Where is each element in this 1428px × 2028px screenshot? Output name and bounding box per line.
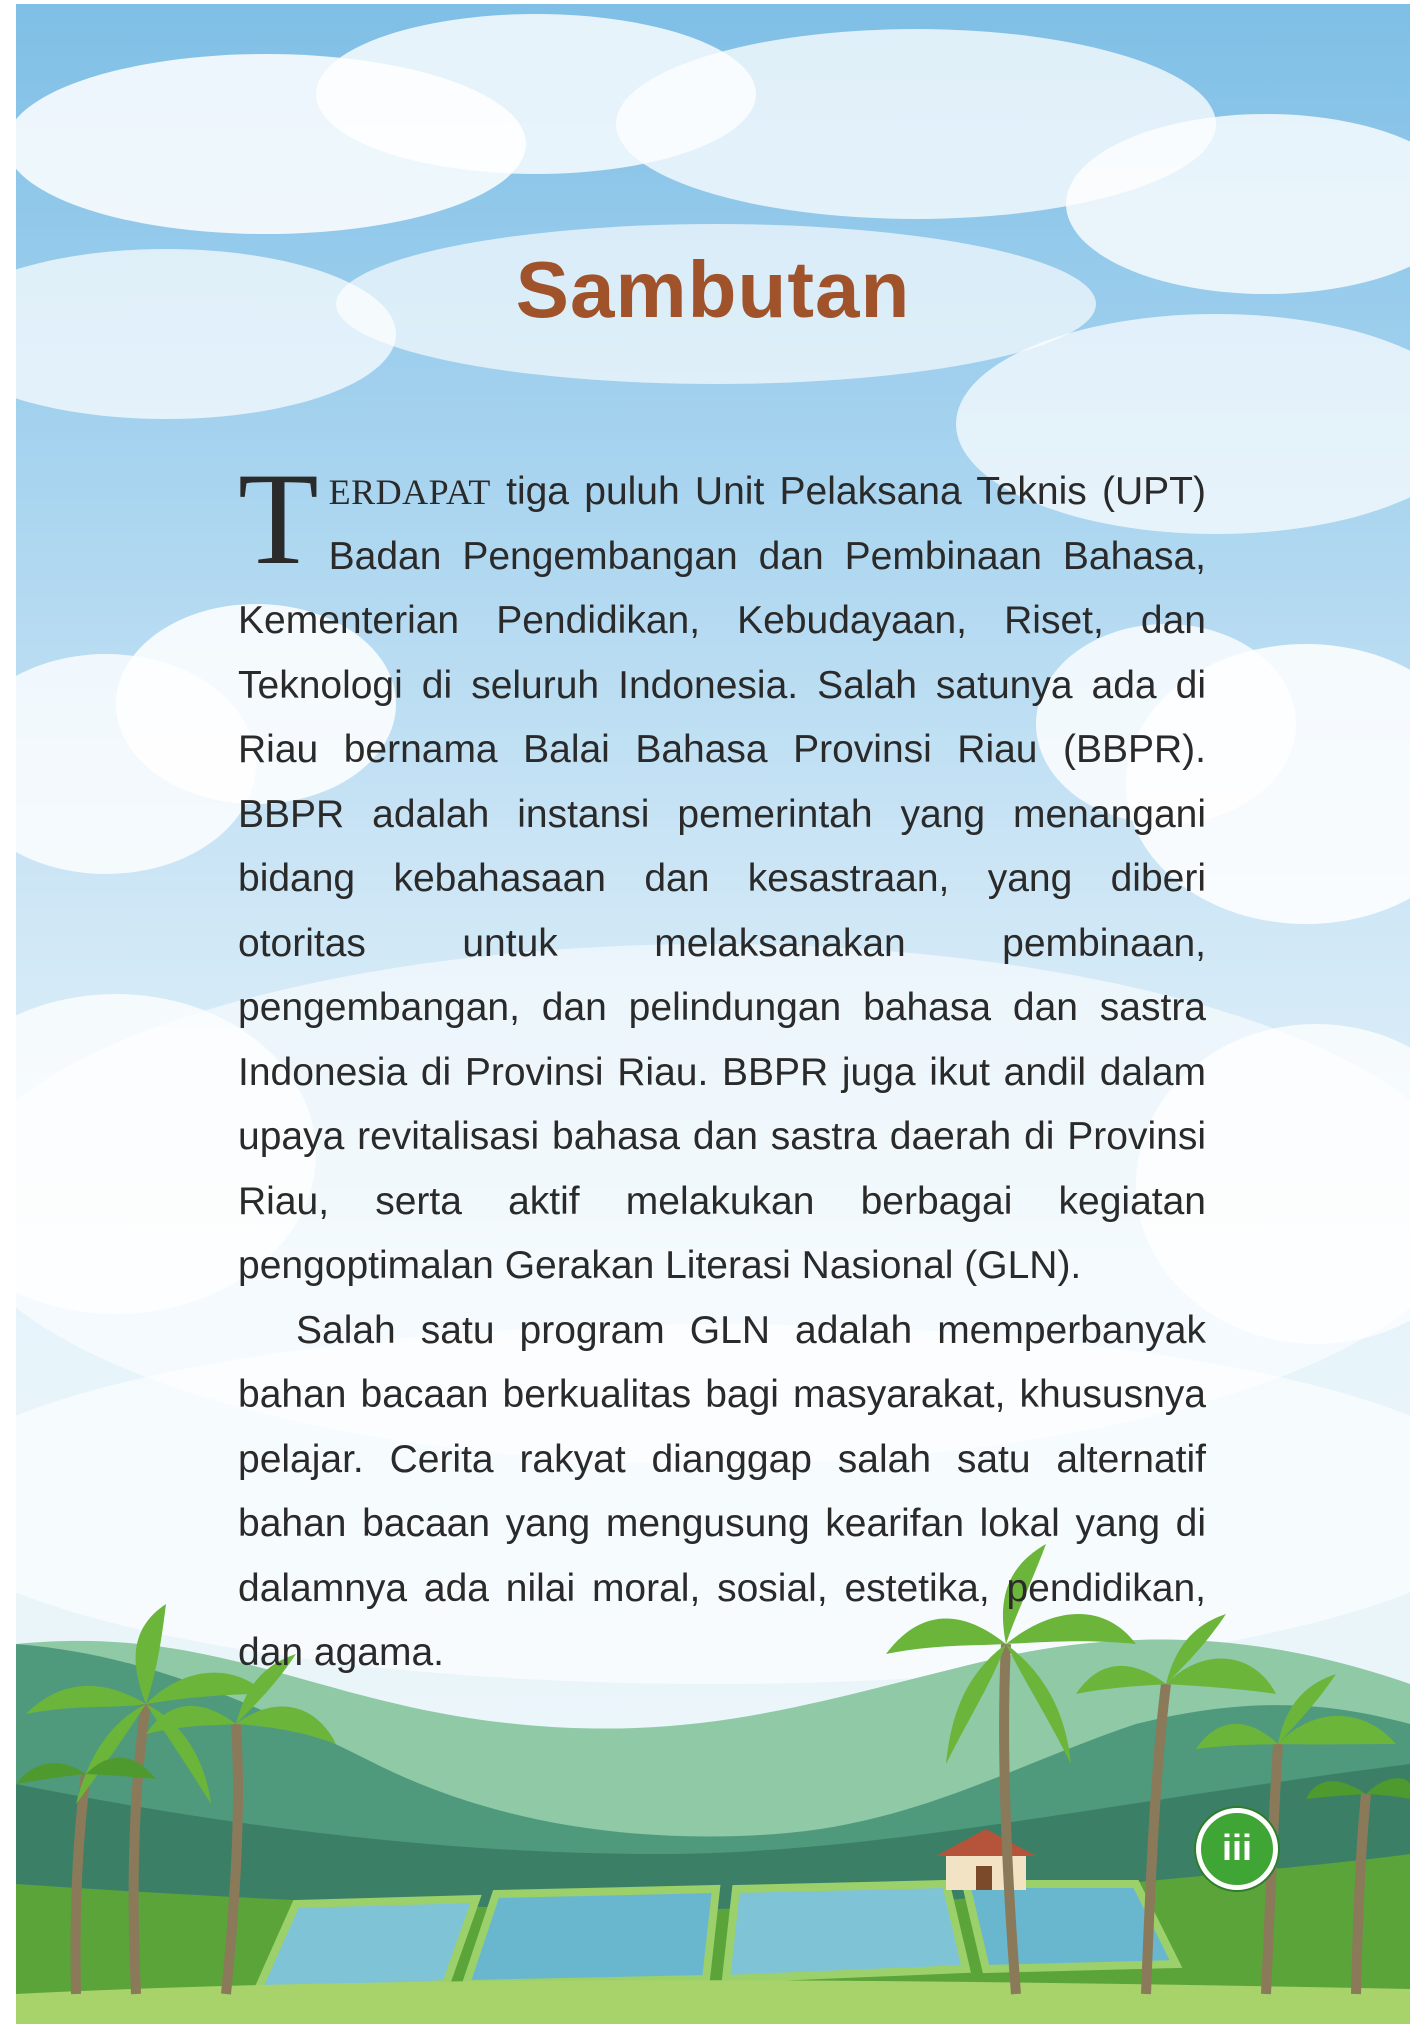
page-title: Sambutan bbox=[515, 245, 911, 334]
book-page bbox=[16, 4, 1410, 2024]
page-number-badge: iii bbox=[1196, 1808, 1278, 1890]
lead-word: ERDAPAT bbox=[328, 472, 491, 512]
body-text bbox=[238, 445, 1206, 1686]
paragraph bbox=[238, 445, 1206, 1299]
paragraph-text: tiga puluh Unit Pelaksana Teknis (UPT) Badan Pengembangan dan Pembinaan Bahasa, Kementerian Pendidikan, Kebudayaan, Riset, dan Teknologi di seluruh Indonesia. Salah satunya ada di Riau bernama Balai Bahasa Provinsi Riau (BBPR). BBPR adalah instansi pemerintah yang menangani bidang kebahasaan dan kesastraan, yang diberi otoritas untuk melaksanakan pembinaan, pengembangan, dan pelindungan bahasa dan sastra Indonesia di Provinsi Riau. BBPR juga ikut andil dalam upaya revitalisasi bahasa dan sastra daerah di Provinsi Riau, serta aktif melakukan berbagai kegiatan pengoptimalan Gerakan Literasi Nasional (GLN). bbox=[238, 470, 1206, 1287]
paragraph: Salah satu program GLN adalah memperbanyak bahan bacaan berkualitas bagi masyarakat, khususnya pelajar. Cerita rakyat dianggap salah satu alternatif bahan bacaan yang mengusung kearifan lokal yang di dalamnya ada nilai moral, sosial, estetika, pendidikan, dan agama. bbox=[238, 1308, 1206, 1674]
drop-cap: T bbox=[238, 445, 319, 592]
